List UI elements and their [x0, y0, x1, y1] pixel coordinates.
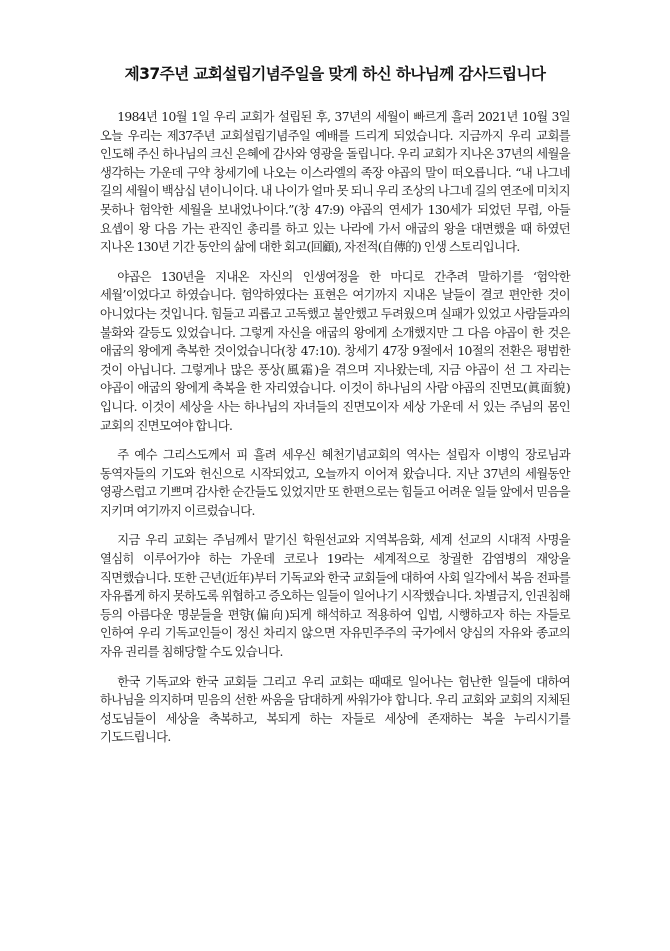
paragraph-3: 주 예수 그리스도께서 피 흘려 세우신 혜천기념교회의 역사는 설립자 이병익 장로님과 동역자들의 기도와 헌신으로 시작되었고, 오늘까지 이어져 왔습니다. 지난 37년의 세월동안 영광스럽고 기쁘며 감사한 순간들도 있었지만 또 한편으로는 힘들고 어려운 일들 앞에서 믿음을 지키며 여기까지 이르렀습니다.: [100, 448, 570, 518]
document-title: 제37주년 교회설립기념주일을 맞게 하신 하나님께 감사드립니다: [124, 65, 546, 83]
paragraph-1: 1984년 10월 1일 우리 교회가 설립된 후, 37년의 세월이 빠르게 흘러 2021년 10월 3일 오늘 우리는 제37주년 교회설립기념주일 예배를 드리게 되었습니다. 지금까지 우리 교회를 인도해 주신 하나님의 크신 은혜에 감사와 영광을 돌립니다. 우리 교회가 지나온 37년의 세월을 생각하는 가운데 구약 창세기에 나오는 이스라엘의 족장 야곱의 말이 떠오릅니다. “내 나그네 길의 세월이 백삼십 년이니이다. 내 나이가 얼마 못 되니 우리 조상의 나그네 길의 연조에 미치지 못하나 험악한 세월을 보내었나이다.”(창 47:9) 야곱의 연세가 130세가 되었던 무렵, 아들 요셉이 왕 다음 가는 관직인 총리를 하고 있는 나라에 가서 애굽의 왕을 대면했을 때 하였던 지나온 130년 기간 동안의 삶에 대한 회고(回顧), 자전적(自傳的) 인생 스토리입니다.: [100, 110, 570, 255]
paragraph-2: 야곱은 130년을 지내온 자신의 인생여정을 한 마디로 간추려 말하기를 ‘험악한 세월’이었다고 하였습니다. 험악하였다는 표현은 여기까지 지내온 날들이 결코 편안한 것이 아니었다는 것입니다. 힘들고 괴롭고 고독했고 불안했고 두려웠으며 실패가 있었고 사람들과의 불화와 갈등도 있었습니다. 그렇게 자신을 애굽의 왕에게 소개했지만 그 다음 야곱이 한 것은 애굽의 왕에게 축복한 것이었습니다(창 47:10). 창세기 47장 9절에서 10절의 전환은 평범한 것이 아닙니다. 그렇게나 많은 풍상(風霜)을 겪으며 지나왔는데, 지금 야곱이 선 그 자리는 야곱이 애굽의 왕에게 축복을 한 자리였습니다. 이것이 하나님의 사람 야곱의 진면모(眞面貌)입니다. 이것이 세상을 사는 하나님의 자녀들의 진면모이자 세상 가운데 서 있는 주님의 몸인 교회의 진면모여야 합니다.: [100, 269, 570, 433]
paragraph-4: 지금 우리 교회는 주님께서 맡기신 학원선교와 지역복음화, 세계 선교의 시대적 사명을 열심히 이루어가야 하는 가운데 코로나 19라는 세계적으로 창궐한 감염병의 재앙을 직면했습니다. 또한 근년(近年)부터 기독교와 한국 교회들에 대하여 사회 일각에서 복음 전파를 자유롭게 하지 못하도록 위협하고 증오하는 일들이 일어나기 시작했습니다. 차별금지, 인권침해 등의 아름다운 명분들을 편향(偏向)되게 해석하고 적용하여 입법, 시행하고자 하는 자들로 인하여 우리 기독교인들이 정신 차리지 않으면 자유민주주의 국가에서 양심의 자유와 종교의 자유 권리를 침해당할 수도 있습니다.: [100, 533, 570, 660]
paragraph-5: 한국 기독교와 한국 교회들 그리고 우리 교회는 때때로 일어나는 험난한 일들에 대하여 하나님을 의지하며 믿음의 선한 싸움을 담대하게 싸워가야 합니다. 우리 교회와 교회의 지체된 성도님들이 세상을 축복하고, 복되게 하는 자들로 세상에 존재하는 복을 누리시기를 기도드립니다.: [100, 674, 570, 745]
